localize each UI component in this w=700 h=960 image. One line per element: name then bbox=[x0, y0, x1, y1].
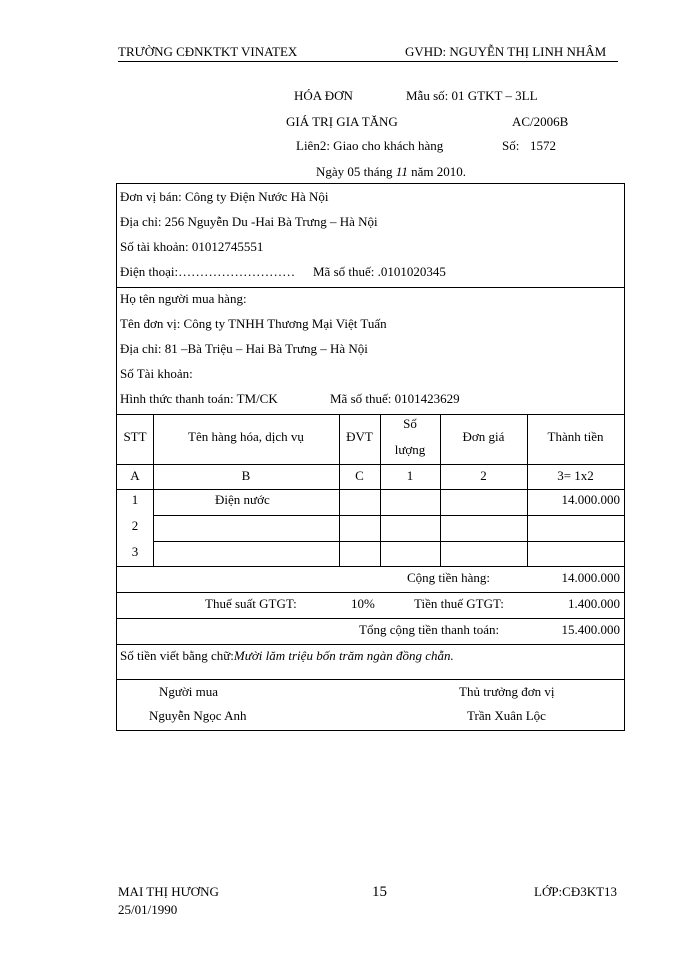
invoice-date bbox=[316, 164, 466, 180]
vat-rate-value: 10% bbox=[351, 596, 375, 611]
th-stt: STT bbox=[123, 429, 147, 444]
divider-codes-rows bbox=[117, 489, 624, 490]
amount-in-words-value: Mười lăm triệu bốn trăm ngàn đồng chẵn. bbox=[233, 648, 454, 663]
col-line-3 bbox=[380, 414, 381, 566]
th-amount: Thành tiền bbox=[547, 429, 604, 444]
code-name: B bbox=[241, 468, 251, 483]
buyer-name-label: Họ tên người mua hàng: bbox=[120, 291, 247, 306]
signature-head-title: Thủ trưởng đơn vị bbox=[459, 684, 555, 699]
page-header-supervisor: GVHD: NGUYỄN THỊ LINH NHÂM bbox=[405, 44, 607, 59]
seller-address: Địa chỉ: 256 Nguyễn Du -Hai Bà Trưng – Hà Nội bbox=[120, 214, 378, 229]
seller-phone: Điện thoại:……………………… bbox=[120, 264, 296, 279]
divider-seller-buyer bbox=[117, 287, 624, 288]
signature-buyer-name: Nguyễn Ngọc Anh bbox=[149, 708, 247, 723]
th-name: Tên hàng hóa, dịch vụ bbox=[188, 429, 304, 444]
table-row-stt: 2 bbox=[131, 518, 139, 533]
invoice-series: AC/2006B bbox=[512, 114, 569, 129]
table-row-amount: 14.000.000 bbox=[561, 492, 620, 507]
row-line-2 bbox=[153, 541, 624, 542]
code-stt: A bbox=[130, 468, 140, 483]
table-row-stt: 1 bbox=[131, 492, 139, 507]
page-header-school: TRƯỜNG CĐNKTKT VINATEX bbox=[118, 44, 298, 59]
seller-unit: Đơn vị bán: Công ty Điện Nước Hà Nội bbox=[120, 189, 329, 204]
divider-buyer-table bbox=[117, 414, 624, 415]
footer-author: MAI THỊ HƯƠNG bbox=[118, 884, 219, 899]
vat-rate-label: Thuế suất GTGT: bbox=[205, 596, 297, 611]
invoice-title-line1: HÓA ĐƠN bbox=[294, 88, 353, 103]
divider-rows-totals bbox=[117, 566, 624, 567]
invoice-box bbox=[116, 183, 625, 731]
code-price: 2 bbox=[480, 468, 487, 483]
invoice-number: 1572 bbox=[530, 138, 556, 153]
buyer-address: Địa chỉ: 81 –Bà Triệu – Hai Bà Trưng – Hà Nội bbox=[120, 341, 368, 356]
invoice-form-number: Mẫu số: 01 GTKT – 3LL bbox=[406, 88, 538, 103]
invoice-number-label: Số: bbox=[502, 138, 520, 153]
code-unit: C bbox=[355, 468, 364, 483]
seller-tax-code: Mã số thuế: .0101020345 bbox=[313, 264, 446, 279]
invoice-copy: Liên2: Giao cho khách hàng bbox=[296, 138, 444, 153]
divider-grand-words bbox=[117, 644, 624, 645]
page-number: 15 bbox=[372, 884, 387, 900]
th-price: Đơn giá bbox=[462, 429, 505, 444]
invoice-date-suffix: năm 2010. bbox=[411, 164, 466, 179]
footer-class: LỚP:CĐ3KT13 bbox=[534, 884, 618, 899]
seller-account: Số tài khoản: 01012745551 bbox=[120, 239, 264, 254]
grand-total-label: Tổng cộng tiền thanh toán: bbox=[359, 622, 500, 637]
th-qty-line2: lượng bbox=[394, 442, 426, 457]
divider-subtotal-vat bbox=[117, 592, 624, 593]
subtotal-label: Cộng tiền hàng: bbox=[407, 570, 491, 585]
grand-total-value: 15.400.000 bbox=[561, 622, 620, 637]
subtotal-value: 14.000.000 bbox=[561, 570, 620, 585]
code-amount: 3= 1x2 bbox=[557, 468, 594, 483]
invoice-date-month: 11 bbox=[395, 164, 408, 179]
row-line-1 bbox=[153, 515, 624, 516]
table-row-name: Điện nước bbox=[215, 492, 270, 507]
buyer-unit: Tên đơn vị: Công ty TNHH Thương Mại Việt Tuấn bbox=[120, 316, 387, 331]
invoice-title-line2: GIÁ TRỊ GIA TĂNG bbox=[286, 114, 398, 129]
buyer-account: Số Tài khoản: bbox=[120, 366, 193, 381]
signature-head-name: Trần Xuân Lộc bbox=[467, 708, 546, 723]
th-qty-line1: Số bbox=[403, 416, 417, 431]
buyer-tax-code: Mã số thuế: 0101423629 bbox=[330, 391, 460, 406]
th-unit: ĐVT bbox=[346, 429, 373, 444]
divider-header-codes bbox=[117, 464, 624, 465]
table-row-stt: 3 bbox=[131, 544, 139, 559]
divider-vat-grand bbox=[117, 618, 624, 619]
header-rule bbox=[118, 61, 618, 62]
code-qty: 1 bbox=[406, 468, 414, 483]
amount-in-words-label: Số tiền viết bằng chữ: bbox=[120, 648, 234, 663]
vat-amount-label: Tiền thuế GTGT: bbox=[414, 596, 504, 611]
buyer-payment-method: Hình thức thanh toán: TM/CK bbox=[120, 391, 278, 406]
amount-in-words bbox=[120, 648, 454, 664]
vat-amount-value: 1.400.000 bbox=[568, 596, 620, 611]
footer-birth-date: 25/01/1990 bbox=[118, 902, 178, 917]
divider-words-signatures bbox=[117, 679, 624, 680]
invoice-date-prefix: Ngày 05 tháng bbox=[316, 164, 393, 179]
signature-buyer-title: Người mua bbox=[159, 684, 219, 699]
